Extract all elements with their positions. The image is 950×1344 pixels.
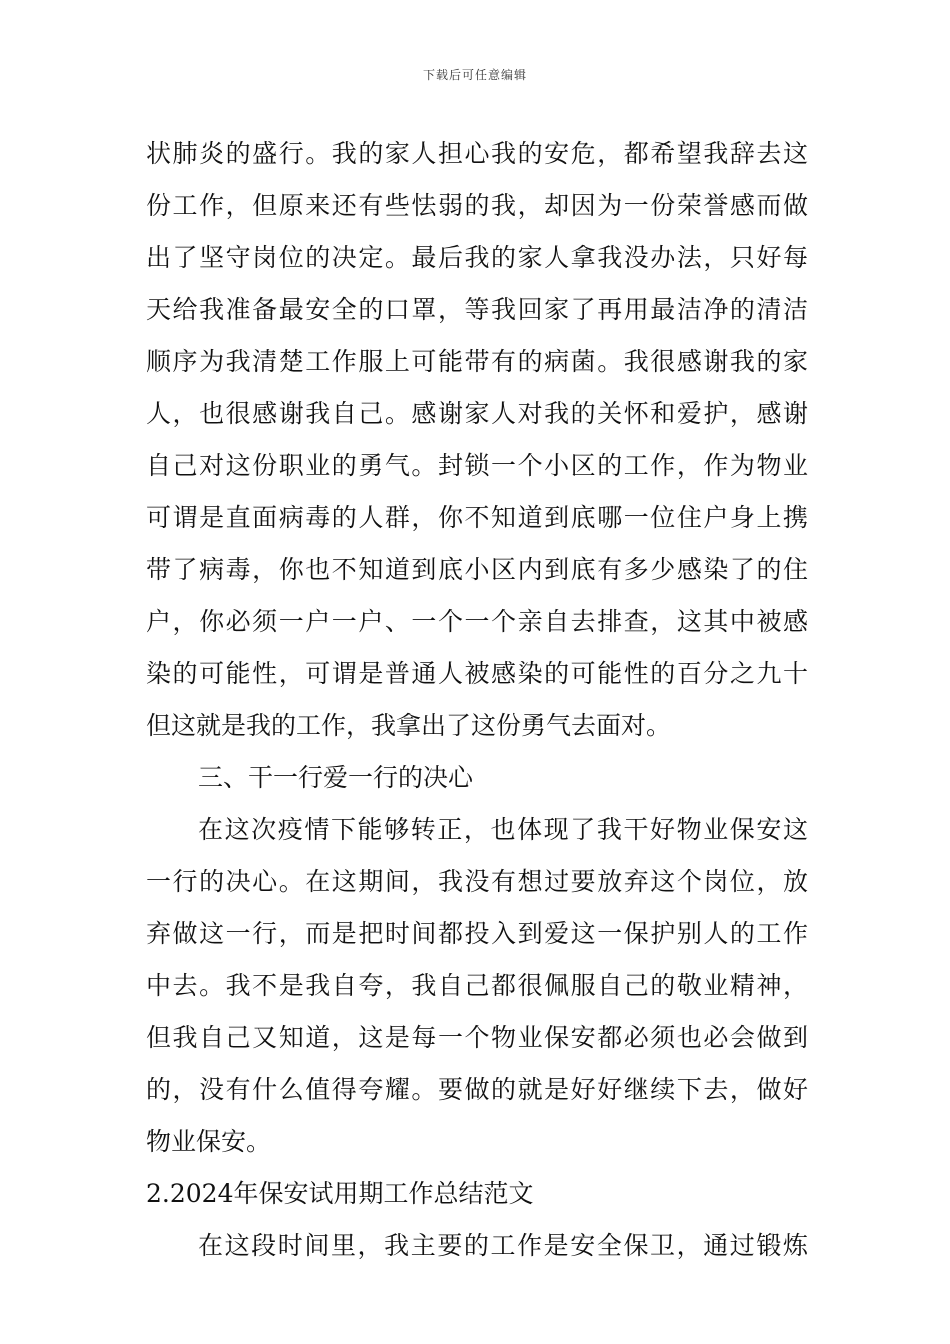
paragraph-first-line: 在这段时间里，我主要的工作是安全保卫，通过锻炼 bbox=[198, 1231, 808, 1260]
text-line: 出了坚守岗位的决定。最后我的家人拿我没办法，只好每 bbox=[146, 243, 808, 272]
text-line: 但我自己又知道，这是每一个物业保安都必须也必会做到 bbox=[146, 1023, 808, 1052]
text-line: 染的可能性，可谓是普通人被感染的可能性的百分之九十 bbox=[146, 659, 808, 688]
text-line: 份工作，但原来还有些怯弱的我，却因为一份荣誉感而做 bbox=[146, 191, 808, 220]
text-line: 一行的决心。在这期间，我没有想过要放弃这个岗位，放 bbox=[146, 867, 808, 896]
text-line: 户，你必须一户一户、一个一个亲自去排查，这其中被感 bbox=[146, 607, 808, 636]
article-heading: 2.2024年保安试用期工作总结范文 bbox=[146, 1179, 534, 1208]
text-line: 状肺炎的盛行。我的家人担心我的安危，都希望我辞去这 bbox=[146, 139, 808, 168]
paragraph-first-line: 在这次疫情下能够转正，也体现了我干好物业保安这 bbox=[198, 815, 808, 844]
text-line: 弃做这一行，而是把时间都投入到爱这一保护别人的工作 bbox=[146, 919, 808, 948]
page-header-note: 下载后可任意编辑 bbox=[422, 68, 527, 82]
text-line: 中去。我不是我自夸，我自己都很佩服自己的敬业精神， bbox=[146, 971, 808, 1000]
text-line: 顺序为我清楚工作服上可能带有的病菌。我很感谢我的家 bbox=[146, 347, 808, 376]
text-line: 可谓是直面病毒的人群，你不知道到底哪一位住户身上携 bbox=[146, 503, 808, 532]
text-line: 物业保安。 bbox=[146, 1127, 272, 1156]
document-body bbox=[146, 128, 808, 1272]
text-line: 但这就是我的工作，我拿出了这份勇气去面对。 bbox=[146, 711, 672, 740]
text-line: 天给我准备最安全的口罩，等我回家了再用最洁净的清洁 bbox=[146, 295, 808, 324]
text-line: 的，没有什么值得夸耀。要做的就是好好继续下去，做好 bbox=[146, 1075, 808, 1104]
text-line: 带了病毒，你也不知道到底小区内到底有多少感染了的住 bbox=[146, 555, 808, 584]
text-line: 人，也很感谢我自己。感谢家人对我的关怀和爱护，感谢 bbox=[146, 399, 808, 428]
section-heading: 三、干一行爱一行的决心 bbox=[198, 763, 474, 792]
text-line: 自己对这份职业的勇气。封锁一个小区的工作，作为物业 bbox=[146, 451, 808, 480]
